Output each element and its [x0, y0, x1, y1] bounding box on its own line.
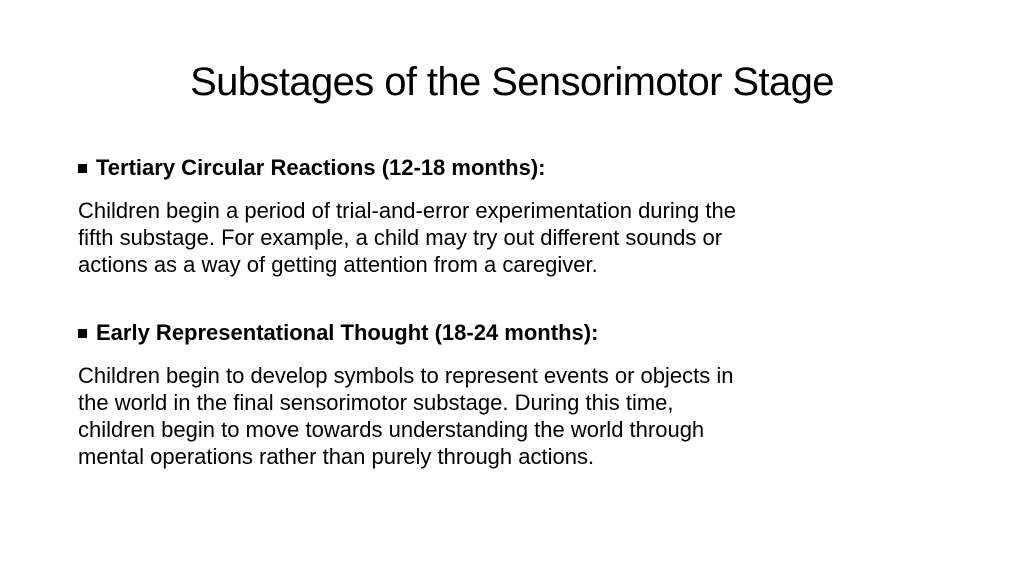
paragraph-line: children begin to move towards understanding the world through [78, 417, 705, 442]
section-early-representational-thought [78, 315, 958, 470]
bullet-heading-text: Early Representational Thought (18-24 months): [96, 320, 599, 345]
bullet-heading [78, 150, 958, 186]
square-bullet-icon [78, 164, 87, 173]
paragraph-line: Children begin to develop symbols to represent events or objects in [78, 363, 734, 388]
section-paragraph [78, 197, 958, 278]
bullet-heading-text: Tertiary Circular Reactions (12-18 months): [96, 155, 546, 180]
paragraph-line: mental operations rather than purely through actions. [78, 444, 595, 469]
slide-title: Substages of the Sensorimotor Stage [190, 60, 834, 104]
paragraph-line: Children begin a period of trial-and-error experimentation during the [78, 198, 736, 223]
square-bullet-icon [78, 329, 87, 338]
section-tertiary-circular-reactions [78, 150, 958, 278]
paragraph-line: the world in the final sensorimotor substage. During this time, [78, 390, 674, 415]
bullet-heading [78, 315, 958, 351]
paragraph-line: actions as a way of getting attention from a caregiver. [78, 252, 598, 277]
section-paragraph [78, 362, 958, 470]
slide-content [78, 150, 958, 470]
paragraph-line: fifth substage. For example, a child may try out different sounds or [78, 225, 723, 250]
